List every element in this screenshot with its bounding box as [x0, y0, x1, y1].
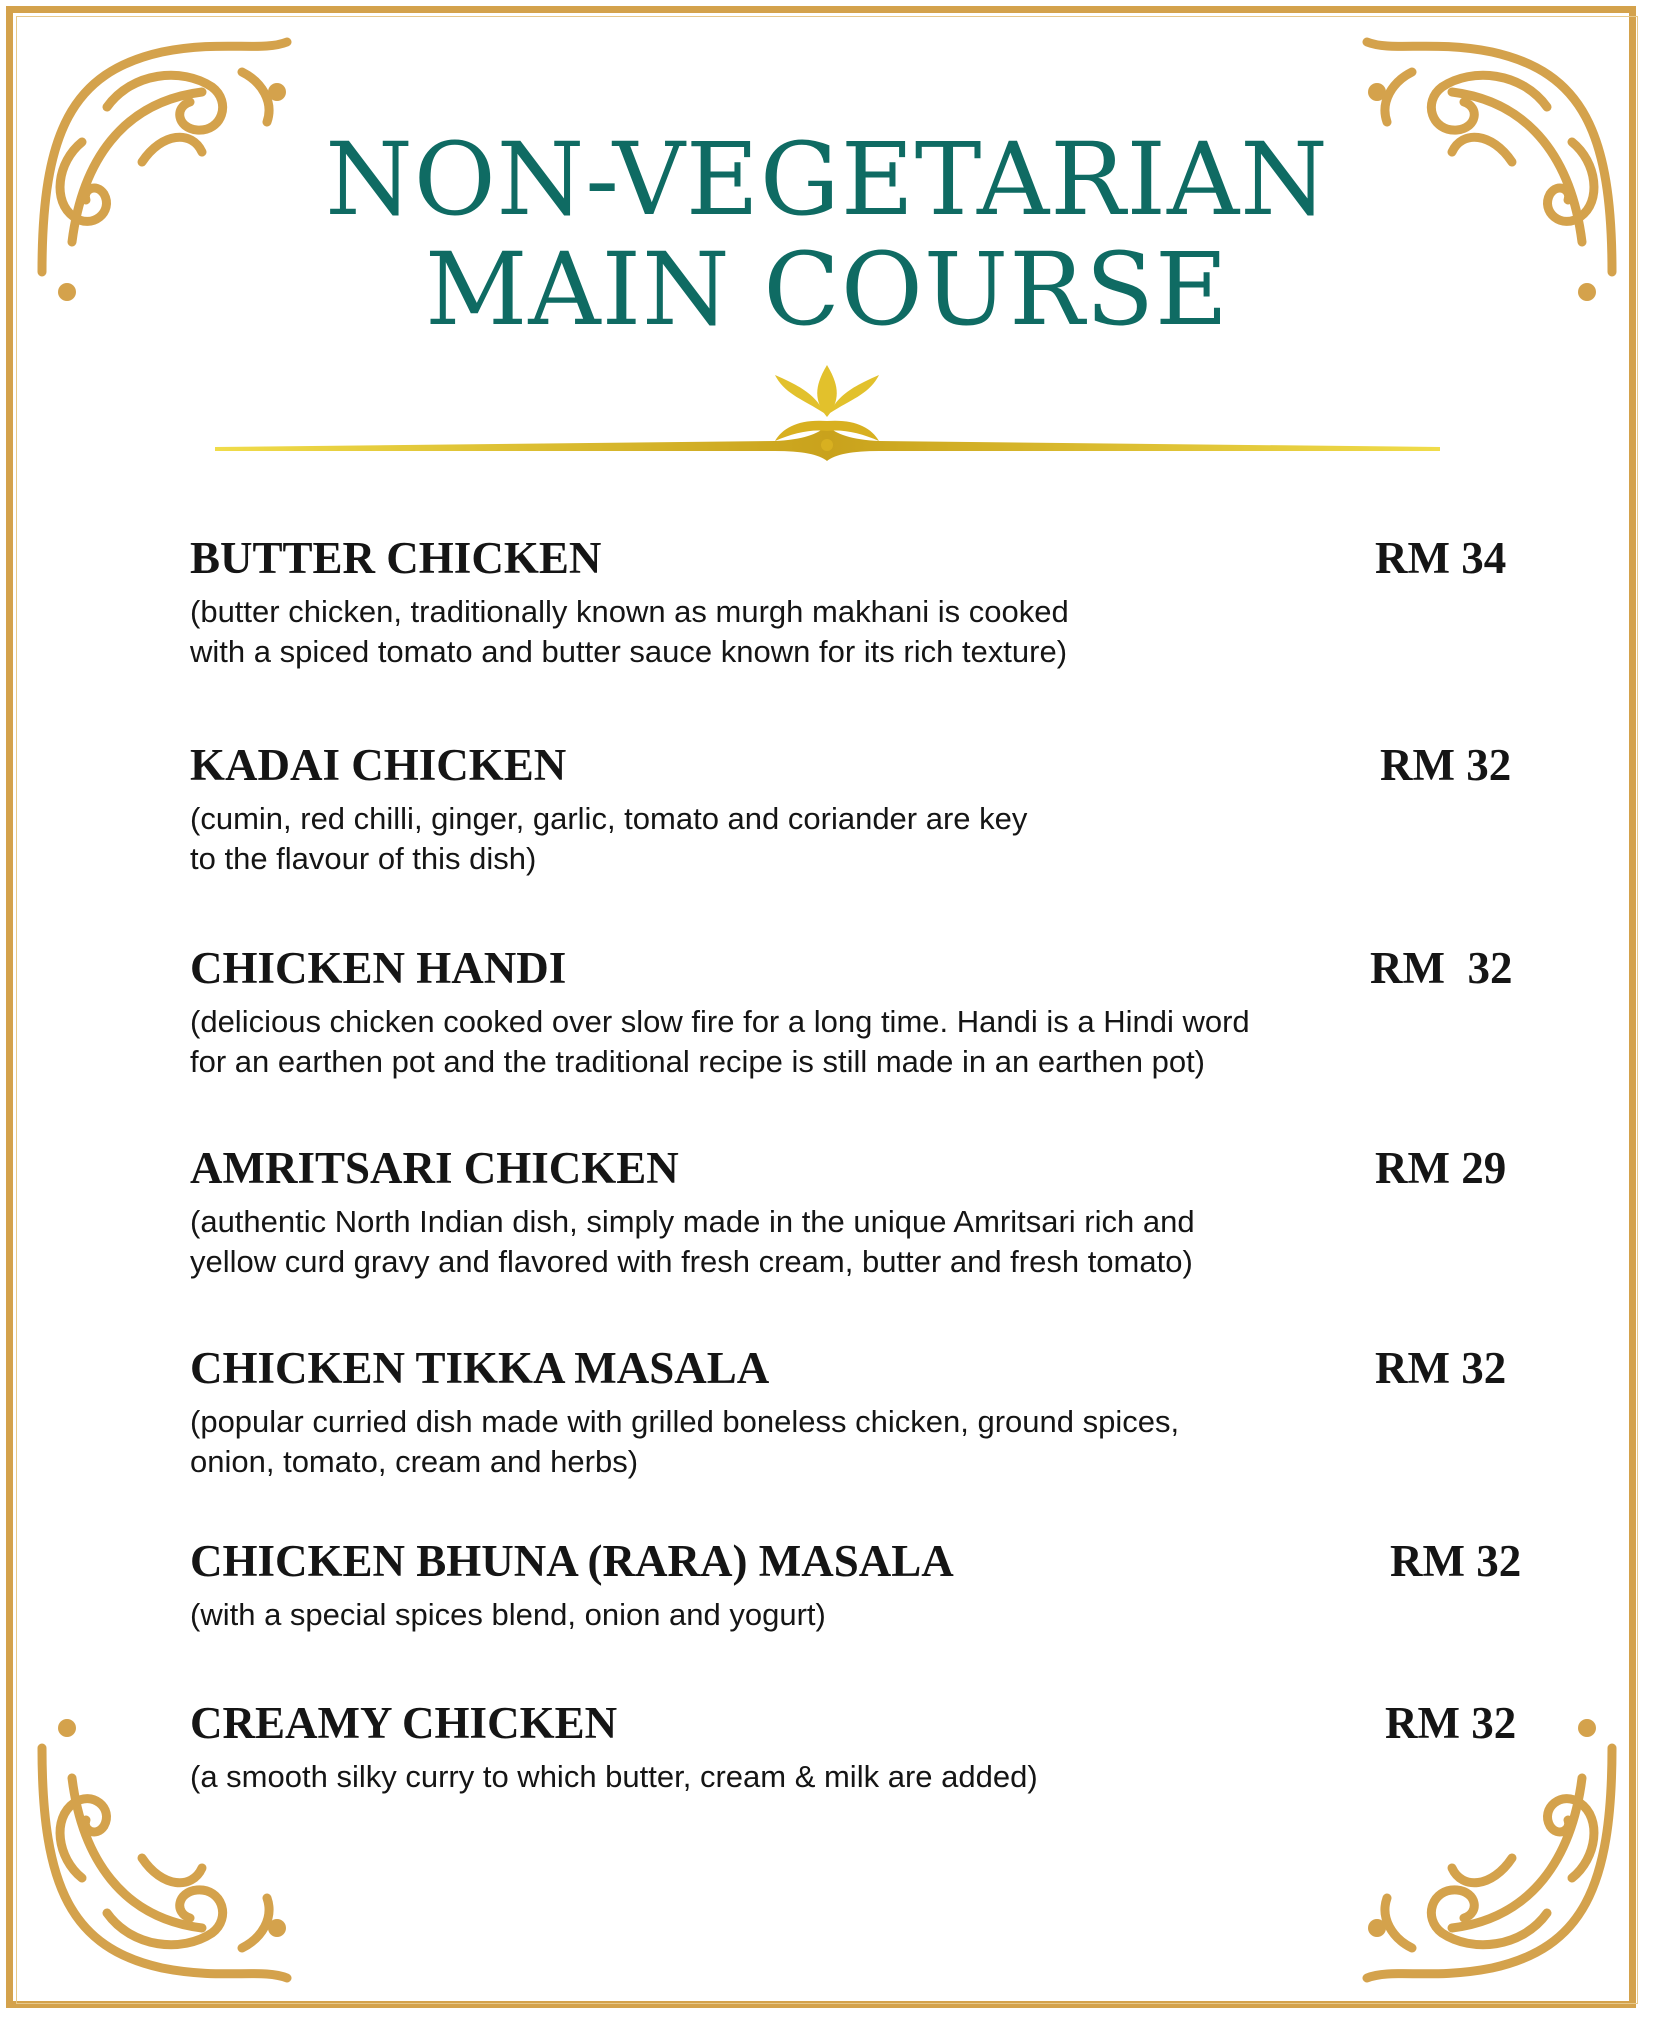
gold-filigree-corner-icon: [1342, 1708, 1642, 2008]
dish-price: RM 29: [1375, 1143, 1507, 1193]
dish-name: CREAMY CHICKEN: [190, 1698, 618, 1748]
dish-name: CHICKEN BHUNA (RARA) MASALA: [190, 1536, 954, 1586]
dish-price: RM 32: [1375, 1343, 1507, 1393]
dish-description-line: (with a special spices blend, onion and yogurt): [190, 1597, 826, 1632]
dish-description-line: yellow curd gravy and flavored with fresh cream, butter and fresh tomato): [190, 1244, 1193, 1279]
dish-price: RM 32: [1370, 943, 1513, 993]
gold-filigree-corner-icon: [12, 1708, 312, 2008]
dish-description-line: for an earthen pot and the traditional recipe is still made in an earthen pot): [190, 1044, 1206, 1079]
dish-description-line: (authentic North Indian dish, simply made in the unique Amritsari rich and: [190, 1204, 1195, 1239]
dish-name: AMRITSARI CHICKEN: [190, 1143, 679, 1193]
dish-price: RM 32: [1390, 1536, 1522, 1586]
dish-name: KADAI CHICKEN: [190, 740, 567, 790]
dish-description: [190, 1202, 1390, 1282]
dish-description-line: (a smooth silky curry to which butter, cream & milk are added): [190, 1759, 1038, 1794]
dish-description-line: (delicious chicken cooked over slow fire for a long time. Handi is a Hindi word: [190, 1004, 1250, 1039]
dish-name: BUTTER CHICKEN: [190, 533, 602, 583]
page-title: [0, 121, 1654, 348]
dish-description: [190, 1402, 1390, 1482]
dish-description: [190, 1757, 1390, 1797]
dish-description: [190, 592, 1390, 672]
dish-description: [190, 799, 1390, 879]
dish-price: RM 32: [1380, 740, 1512, 790]
dish-name: CHICKEN TIKKA MASALA: [190, 1343, 770, 1393]
dish-description-line: with a spiced tomato and butter sauce known for its rich texture): [190, 634, 1068, 669]
dish-description-line: (cumin, red chilli, ginger, garlic, tomato and coriander are key: [190, 801, 1028, 836]
dish-description-line: to the flavour of this dish): [190, 841, 537, 876]
gold-fleur-divider-icon: [215, 355, 1440, 465]
page-title-line-2: MAIN COURSE: [425, 231, 1229, 348]
dish-description-line: (butter chicken, traditionally known as murgh makhani is cooked: [190, 594, 1069, 629]
dish-name: CHICKEN HANDI: [190, 943, 567, 993]
dish-price: RM 32: [1385, 1698, 1517, 1748]
page-title-line-1: NON-VEGETARIAN: [325, 121, 1329, 238]
dish-description: [190, 1002, 1390, 1082]
dish-description-line: onion, tomato, cream and herbs): [190, 1444, 639, 1479]
dish-price: RM 34: [1375, 533, 1507, 583]
dish-description-line: (popular curried dish made with grilled boneless chicken, ground spices,: [190, 1404, 1180, 1439]
dish-description: [190, 1595, 1390, 1635]
